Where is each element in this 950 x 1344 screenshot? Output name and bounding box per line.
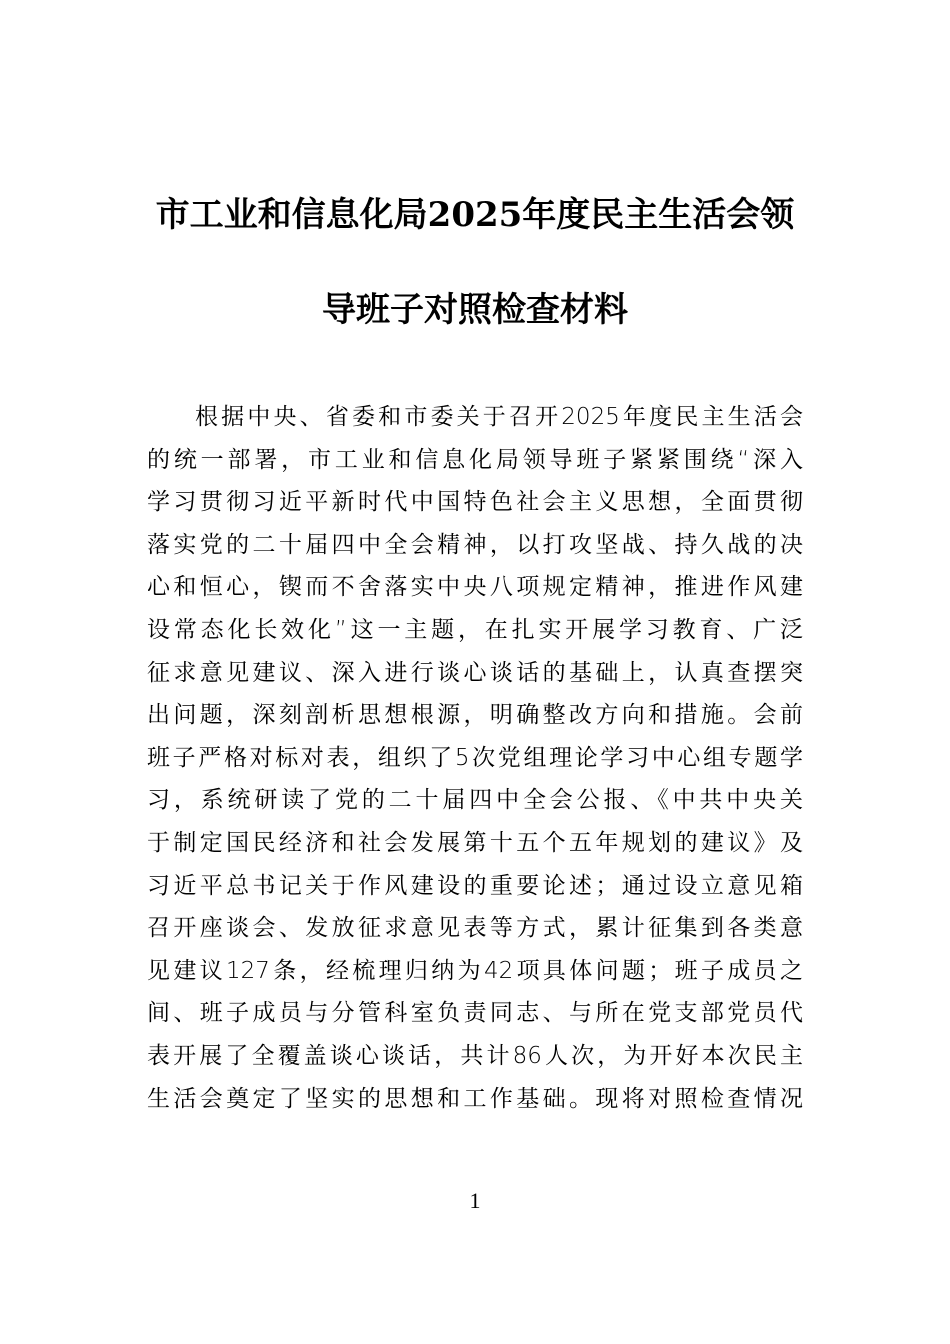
paragraph-line: 设常态化长效化”这一主题，在扎实开展学习教育、广泛 <box>147 616 803 643</box>
paragraph-line: 心和恒心，锲而不舍落实中央八项规定精神，推进作风建 <box>147 574 803 601</box>
paragraph-line: 学习贯彻习近平新时代中国特色社会主义思想，全面贯彻 <box>147 489 803 516</box>
body-paragraph <box>147 396 803 1120</box>
title-line-2: 导班子对照检查材料 <box>322 290 628 330</box>
paragraph-line: 出问题，深刻剖析思想根源，明确整改方向和措施。会前 <box>147 702 803 729</box>
paragraph-line: 于制定国民经济和社会发展第十五个五年规划的建议》及 <box>147 829 803 856</box>
paragraph-line: 表开展了全覆盖谈心谈话，共计86人次，为开好本次民主 <box>147 1042 803 1069</box>
paragraph-line: 班子严格对标对表，组织了5次党组理论学习中心组专题学 <box>147 744 803 771</box>
paragraph-line: 生活会奠定了坚实的思想和工作基础。现将对照检查情况 <box>147 1085 803 1112</box>
paragraph-line: 召开座谈会、发放征求意见表等方式，累计征集到各类意 <box>147 915 803 942</box>
paragraph-line: 习近平总书记关于作风建设的重要论述；通过设立意见箱 <box>147 872 803 899</box>
page-number: 1 <box>469 1188 481 1213</box>
paragraph-line: 间、班子成员与分管科室负责同志、与所在党支部党员代 <box>147 1000 803 1027</box>
paragraph-line: 见建议127条，经梳理归纳为42项具体问题；班子成员之 <box>147 957 803 984</box>
paragraph-line: 征求意见建议、深入进行谈心谈话的基础上，认真查摆突 <box>147 659 803 686</box>
title-line-1: 市工业和信息化局2025年度民主生活会领 <box>155 195 795 235</box>
paragraph-line: 的统一部署，市工业和信息化局领导班子紧紧围绕“深入 <box>147 446 803 473</box>
paragraph-line: 根据中央、省委和市委关于召开2025年度民主生活会 <box>195 404 803 430</box>
paragraph-line: 落实党的二十届四中全会精神，以打攻坚战、持久战的决 <box>147 531 803 558</box>
paragraph-line: 习，系统研读了党的二十届四中全会公报、《中共中央关 <box>147 787 803 814</box>
document-title <box>140 168 810 358</box>
